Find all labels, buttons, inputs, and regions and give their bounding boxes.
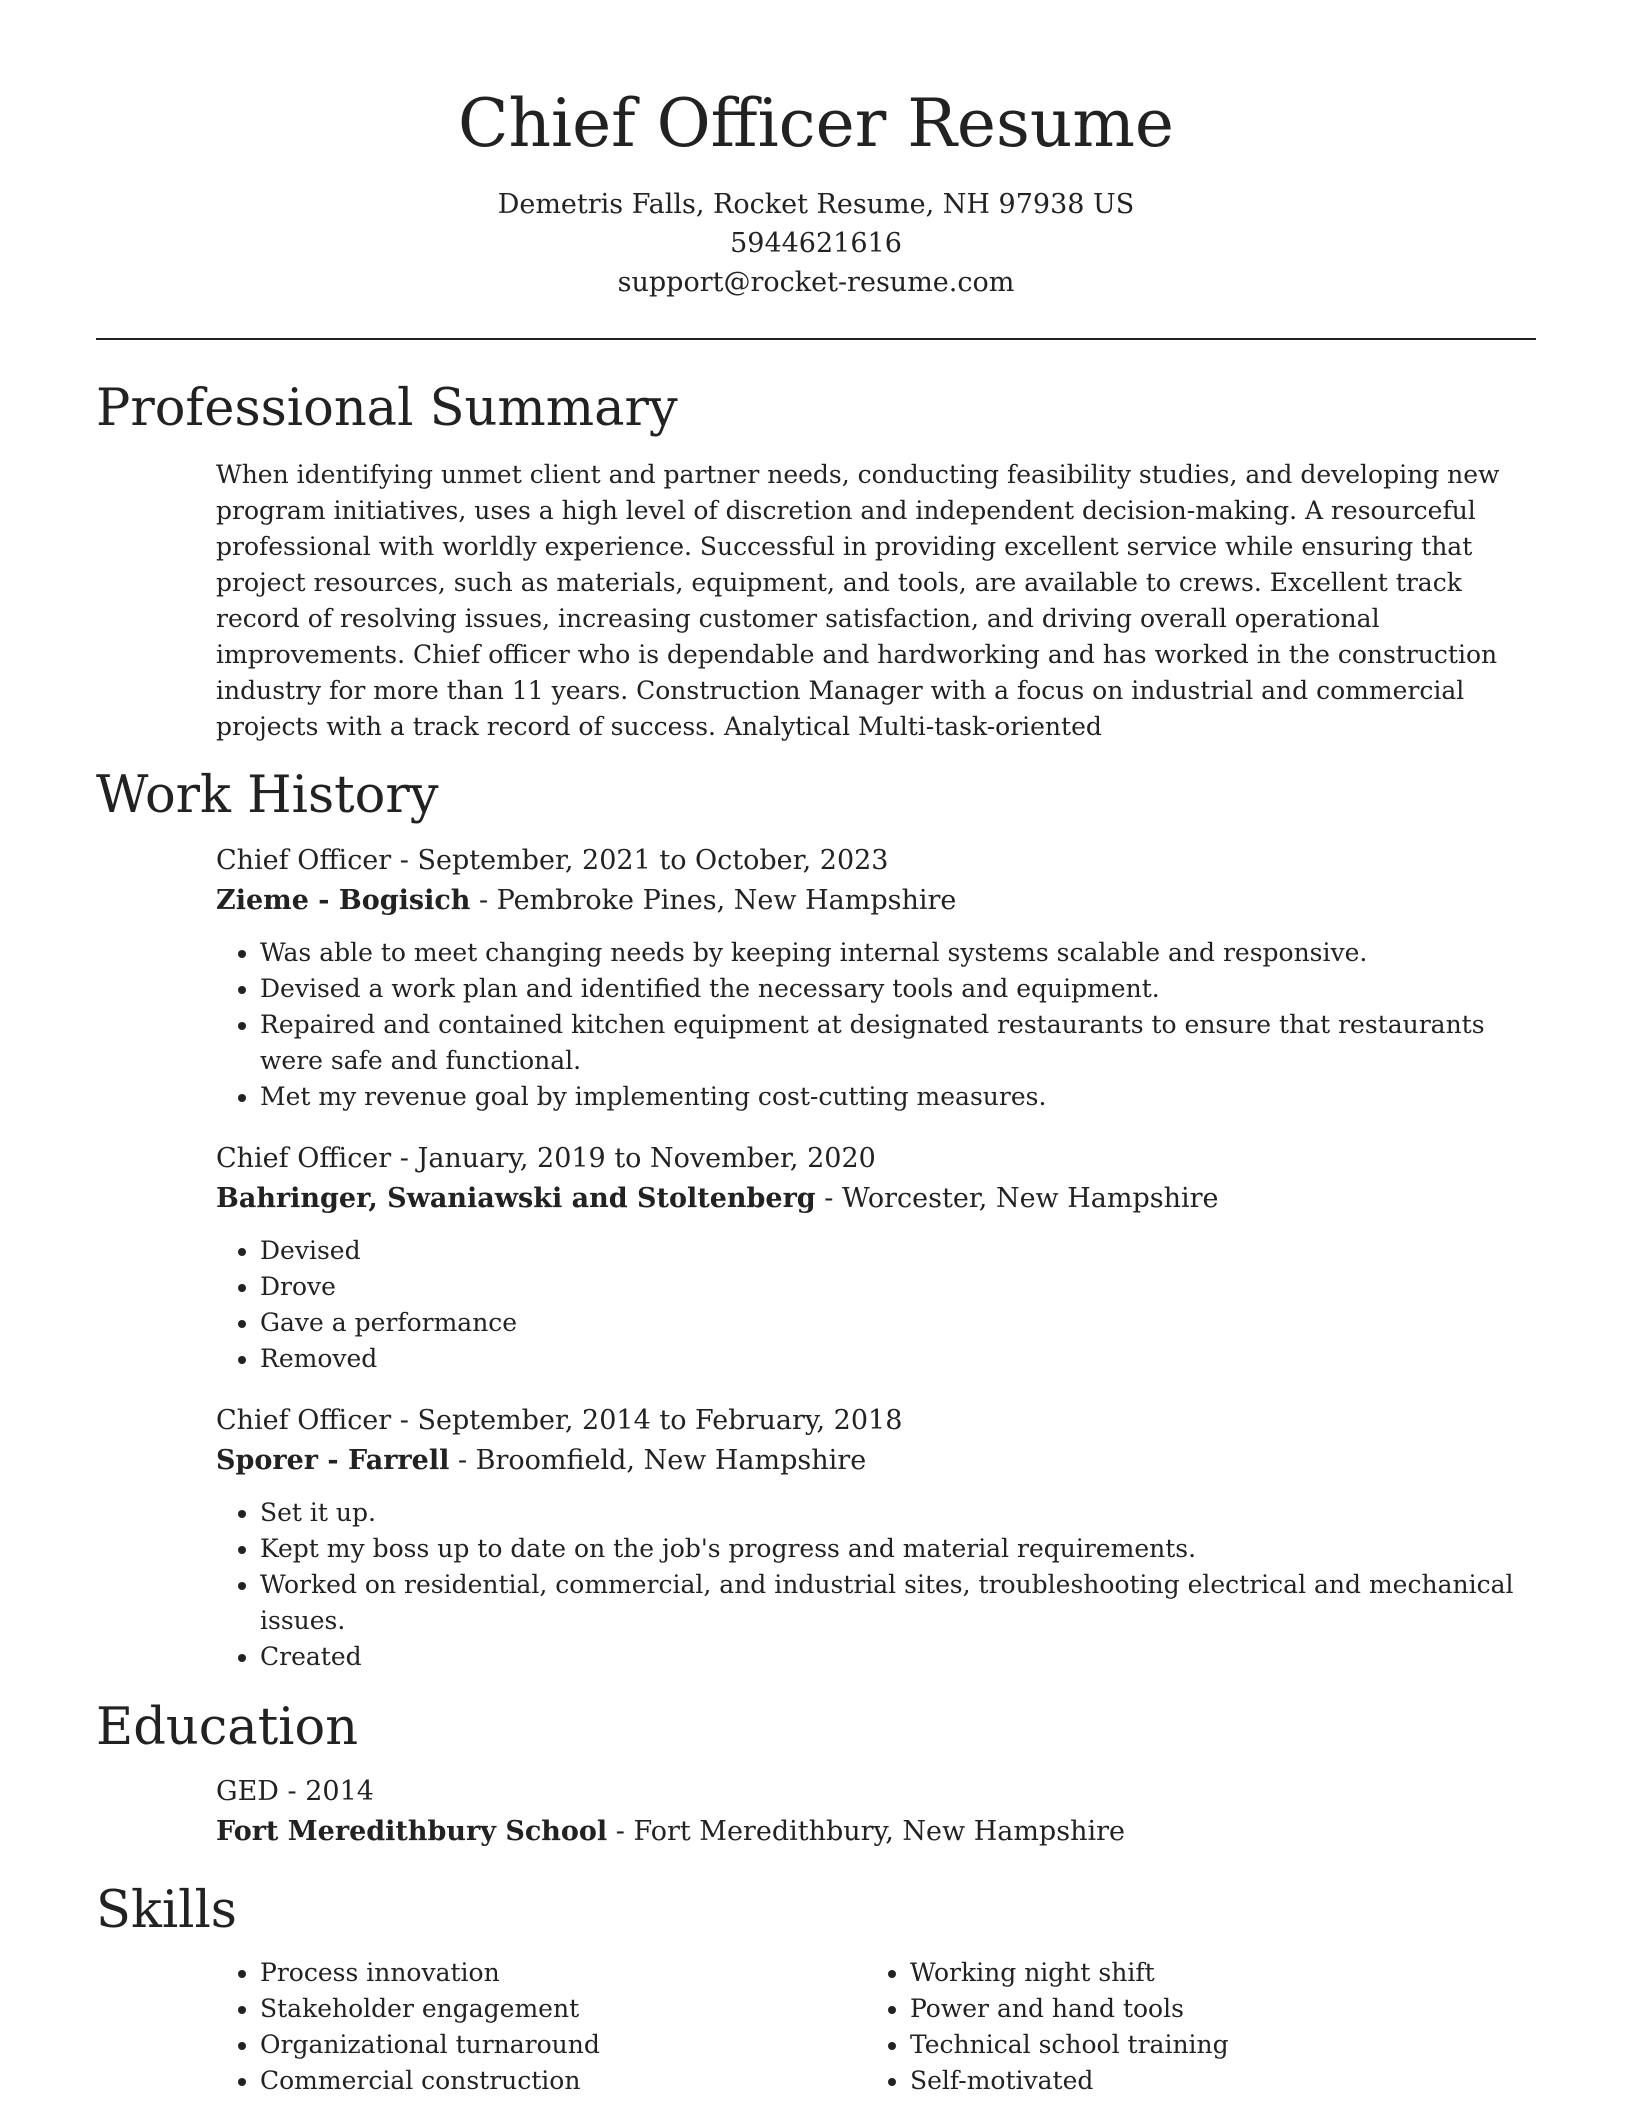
job-bullet: • Created bbox=[260, 1639, 1536, 1675]
job-title-line bbox=[216, 1401, 1536, 1441]
resume-header bbox=[0, 0, 1632, 302]
job-bullet: • Devised bbox=[260, 1233, 1536, 1269]
job-bullet: • Was able to meet changing needs by keeping internal systems scalable and responsive. bbox=[260, 935, 1536, 971]
job-company: Zieme - Bogisich bbox=[216, 884, 471, 916]
job-entry bbox=[216, 1401, 1536, 1675]
job-title-line bbox=[216, 841, 1536, 881]
skills-column-left bbox=[216, 1955, 866, 2099]
job-company: Bahringer, Swaniawski and Stoltenberg bbox=[216, 1182, 816, 1214]
job-company: Sporer - Farrell bbox=[216, 1444, 450, 1476]
job-bullet: • Kept my boss up to date on the job's progress and material requirements. bbox=[260, 1531, 1536, 1567]
job-company-line bbox=[216, 1179, 1536, 1219]
job-entry bbox=[216, 1139, 1536, 1377]
contact-email: support@rocket-resume.com bbox=[617, 267, 1015, 299]
job-title-line bbox=[216, 1139, 1536, 1179]
education-section bbox=[96, 1697, 1536, 1852]
skill-item: • Organizational turnaround bbox=[260, 2027, 866, 2063]
education-school-line bbox=[216, 1812, 1536, 1852]
education-degree-line bbox=[216, 1772, 1536, 1812]
work-history-section bbox=[96, 765, 1536, 1674]
job-title: Chief Officer bbox=[216, 844, 392, 876]
skill-item: • Self-motivated bbox=[910, 2063, 1516, 2099]
skills-list bbox=[216, 1955, 1536, 2099]
job-bullets bbox=[216, 935, 1536, 1115]
summary-section bbox=[96, 378, 1536, 745]
job-company-line bbox=[216, 1441, 1536, 1481]
job-location: - Broomfield, New Hampshire bbox=[449, 1444, 867, 1476]
header-divider bbox=[96, 338, 1536, 340]
job-bullets bbox=[216, 1495, 1536, 1675]
skills-column-right bbox=[866, 1955, 1516, 2099]
education-heading: Education bbox=[96, 1697, 359, 1757]
job-bullets bbox=[216, 1233, 1536, 1377]
skills-heading: Skills bbox=[96, 1880, 237, 1940]
job-bullet: • Drove bbox=[260, 1269, 1536, 1305]
job-dates: - January, 2019 to November, 2020 bbox=[391, 1142, 876, 1174]
job-bullet: • Devised a work plan and identified the necessary tools and equipment. bbox=[260, 971, 1536, 1007]
job-bullet: • Met my revenue goal by implementing cost-cutting measures. bbox=[260, 1079, 1536, 1115]
education-year: - 2014 bbox=[278, 1775, 374, 1807]
job-entry bbox=[216, 841, 1536, 1115]
job-company-line bbox=[216, 881, 1536, 921]
summary-text: When identifying unmet client and partner needs, conducting feasibility studies, and developing new program initiatives, uses a high level of discretion and independent decision-making. A resourceful professional with worldly experience. Successful in providing excellent service while ensuring that project resources, such as materials, equipment, and tools, are available to crews. Excellent track record of resolving issues, increasing customer satisfaction, and driving overall operational improvements. Chief officer who is dependable and hardworking and has worked in the construction industry for more than 11 years. Construction Manager with a focus on industrial and commercial projects with a track record of success. Analytical Multi-task-oriented bbox=[216, 460, 1500, 742]
skill-item: • Process innovation bbox=[260, 1955, 866, 1991]
work-history-heading: Work History bbox=[96, 766, 439, 826]
contact-info bbox=[0, 185, 1632, 302]
skill-item: • Power and hand tools bbox=[910, 1991, 1516, 2027]
job-bullet: • Removed bbox=[260, 1341, 1536, 1377]
education-location: - Fort Meredithbury, New Hampshire bbox=[607, 1815, 1125, 1847]
skill-item: • Commercial construction bbox=[260, 2063, 866, 2099]
skill-item: • Stakeholder engagement bbox=[260, 1991, 866, 2027]
job-title: Chief Officer bbox=[216, 1404, 392, 1436]
job-bullet: • Set it up. bbox=[260, 1495, 1536, 1531]
contact-address: Demetris Falls, Rocket Resume, NH 97938 US bbox=[497, 189, 1135, 221]
contact-phone: 5944621616 bbox=[730, 228, 902, 260]
skills-section bbox=[96, 1880, 1536, 2099]
education-school: Fort Meredithbury School bbox=[216, 1815, 608, 1847]
job-bullet: • Worked on residential, commercial, and industrial sites, troubleshooting electrical and mechanical issues. bbox=[260, 1567, 1536, 1639]
job-dates: - September, 2021 to October, 2023 bbox=[391, 844, 889, 876]
summary-heading: Professional Summary bbox=[96, 379, 678, 439]
skill-item: • Working night shift bbox=[910, 1955, 1516, 1991]
education-degree: GED bbox=[216, 1775, 279, 1807]
job-location: - Pembroke Pines, New Hampshire bbox=[470, 884, 957, 916]
job-bullet: • Repaired and contained kitchen equipment at designated restaurants to ensure that restaurants were safe and functional. bbox=[260, 1007, 1536, 1079]
job-location: - Worcester, New Hampshire bbox=[815, 1182, 1219, 1214]
job-title: Chief Officer bbox=[216, 1142, 392, 1174]
job-dates: - September, 2014 to February, 2018 bbox=[391, 1404, 903, 1436]
resume-title: Chief Officer Resume bbox=[457, 85, 1174, 162]
job-bullet: • Gave a performance bbox=[260, 1305, 1536, 1341]
skill-item: • Technical school training bbox=[910, 2027, 1516, 2063]
